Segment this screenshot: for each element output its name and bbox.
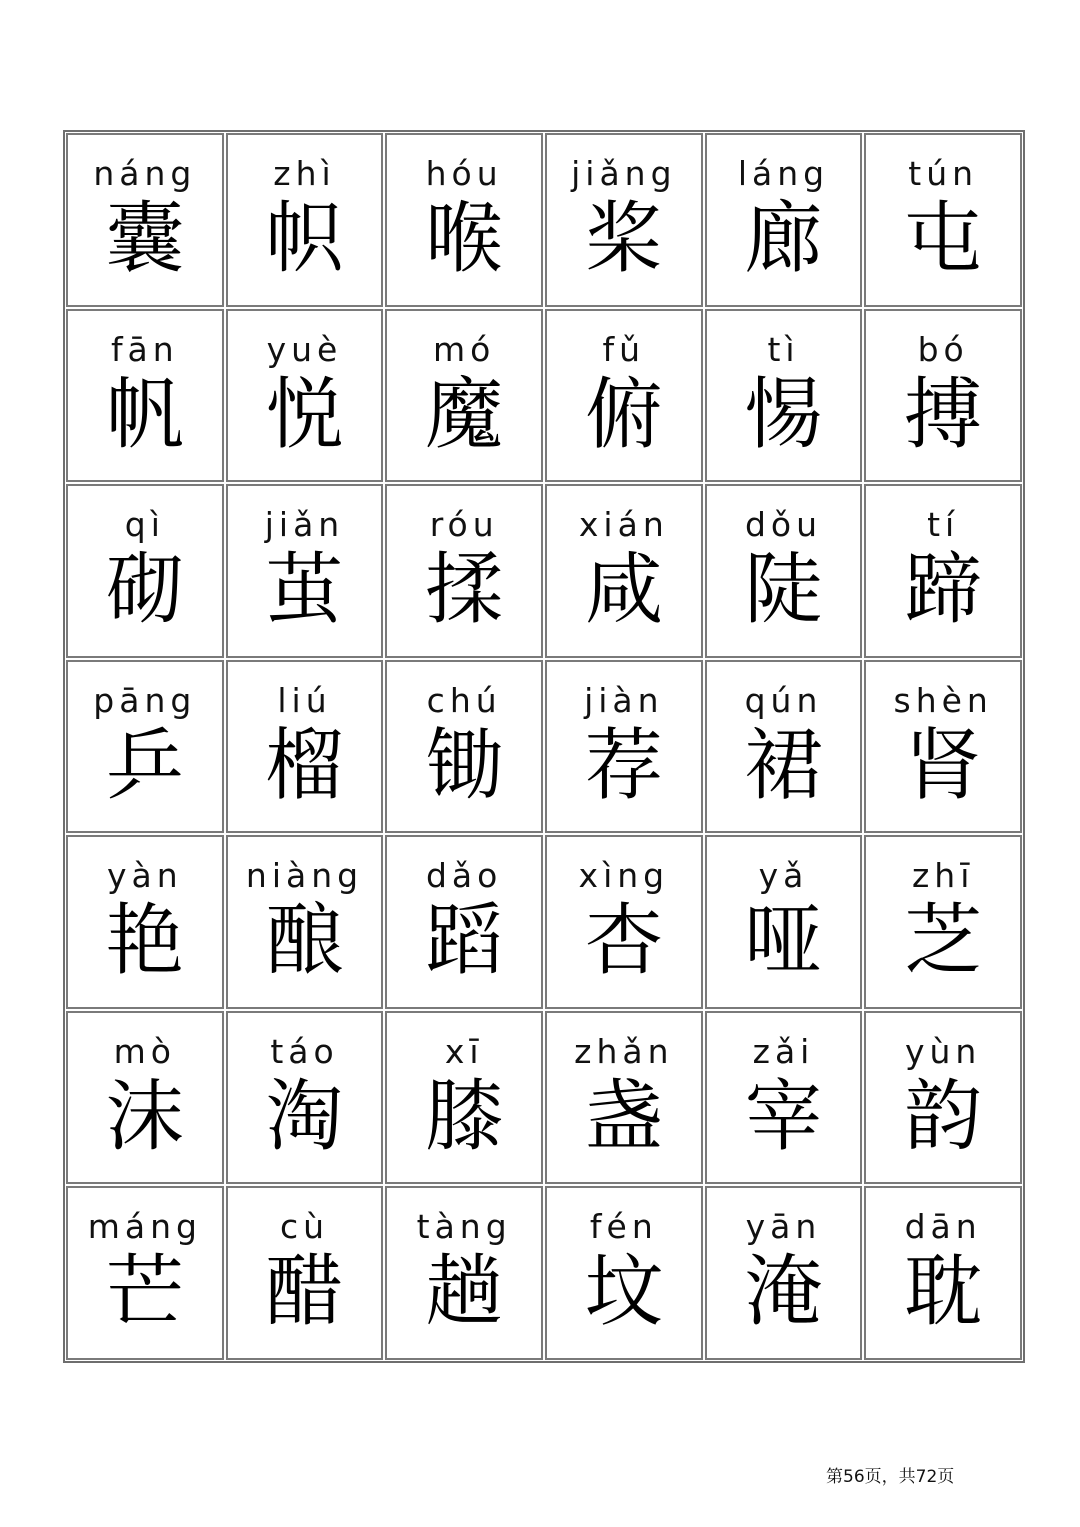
chinese-character: 淹 — [744, 1247, 823, 1338]
chinese-character: 揉 — [425, 545, 504, 636]
character-card — [864, 1186, 1022, 1360]
character-card — [705, 1011, 863, 1185]
pinyin-label: mó — [432, 329, 496, 369]
pinyin-label: tì — [767, 329, 800, 369]
character-card — [66, 660, 224, 834]
chinese-character: 杏 — [584, 896, 663, 987]
chinese-character: 喉 — [425, 194, 504, 284]
chinese-character: 魔 — [425, 369, 504, 460]
page-number: 第56页，共72页 — [826, 1467, 955, 1487]
pinyin-label: yàn — [106, 856, 183, 896]
pinyin-label: bó — [917, 329, 969, 369]
chinese-character: 韵 — [904, 1071, 983, 1162]
chinese-character: 哑 — [744, 896, 823, 987]
character-card — [864, 133, 1022, 307]
character-card — [385, 660, 543, 834]
flashcard-grid — [63, 130, 1025, 1363]
character-card — [545, 1011, 703, 1185]
chinese-character: 趟 — [425, 1247, 504, 1338]
chinese-character: 沫 — [105, 1071, 184, 1162]
character-card — [705, 133, 863, 307]
chinese-character: 裙 — [744, 720, 823, 811]
character-card — [226, 660, 384, 834]
pinyin-label: dǒu — [744, 505, 823, 545]
pinyin-label: yuè — [266, 329, 343, 369]
character-card — [864, 1011, 1022, 1185]
pinyin-label: xī — [444, 1031, 484, 1071]
pinyin-label: táo — [270, 1031, 339, 1071]
chinese-character: 淘 — [265, 1071, 344, 1162]
pinyin-label: fǔ — [602, 329, 646, 369]
pinyin-label: náng — [93, 154, 197, 193]
character-card — [705, 1186, 863, 1360]
pinyin-label: zhǎn — [574, 1031, 674, 1071]
chinese-character: 芝 — [904, 896, 983, 987]
character-card — [545, 660, 703, 834]
pinyin-label: yǎ — [758, 856, 809, 896]
character-card — [385, 835, 543, 1009]
character-card — [864, 660, 1022, 834]
chinese-character: 惕 — [744, 369, 823, 460]
chinese-character: 肾 — [904, 720, 983, 811]
chinese-character: 咸 — [584, 545, 663, 636]
chinese-character: 榴 — [265, 720, 344, 811]
character-card — [545, 133, 703, 307]
chinese-character: 膝 — [425, 1071, 504, 1162]
pinyin-label: dǎo — [425, 856, 503, 896]
pinyin-label: yùn — [904, 1031, 982, 1071]
pinyin-label: pāng — [93, 680, 197, 720]
chinese-character: 盏 — [584, 1071, 663, 1162]
pinyin-label: jiǎn — [264, 505, 345, 545]
pinyin-label: jiàn — [584, 680, 664, 720]
pinyin-label: jiǎng — [571, 154, 677, 193]
pinyin-label: yān — [745, 1207, 822, 1247]
character-card — [226, 835, 384, 1009]
character-card — [385, 133, 543, 307]
chinese-character: 锄 — [425, 720, 504, 811]
character-card — [705, 660, 863, 834]
character-card — [66, 309, 224, 483]
pinyin-label: láng — [737, 154, 830, 193]
pinyin-label: tí — [927, 505, 960, 545]
character-card — [226, 133, 384, 307]
chinese-character: 悦 — [265, 369, 344, 460]
pinyin-label: zhī — [911, 856, 975, 896]
pinyin-label: mò — [113, 1031, 176, 1071]
pinyin-label: xìng — [578, 856, 670, 896]
pinyin-label: xián — [578, 505, 669, 545]
chinese-character: 囊 — [105, 194, 184, 284]
pinyin-label: róu — [429, 505, 499, 545]
pinyin-label: cù — [279, 1207, 330, 1247]
character-card — [864, 835, 1022, 1009]
character-card — [864, 309, 1022, 483]
chinese-character: 醋 — [265, 1247, 344, 1338]
pinyin-label: máng — [87, 1207, 202, 1247]
chinese-character: 耽 — [904, 1247, 983, 1338]
character-card — [385, 1011, 543, 1185]
character-card — [66, 133, 224, 307]
chinese-character: 茧 — [265, 545, 344, 636]
pinyin-label: shèn — [893, 680, 993, 720]
chinese-character: 酿 — [265, 896, 344, 987]
chinese-character: 蹄 — [904, 545, 983, 636]
character-card — [705, 309, 863, 483]
character-card — [385, 309, 543, 483]
character-card — [545, 1186, 703, 1360]
character-card — [705, 835, 863, 1009]
chinese-character: 桨 — [584, 194, 663, 284]
pinyin-label: qún — [744, 680, 823, 720]
pinyin-label: fén — [589, 1207, 658, 1247]
chinese-character: 屯 — [904, 194, 983, 284]
pinyin-label: niàng — [245, 856, 364, 896]
character-card — [226, 309, 384, 483]
pinyin-label: liú — [277, 680, 332, 720]
character-card — [66, 1011, 224, 1185]
chinese-character: 俯 — [584, 369, 663, 460]
chinese-character: 蹈 — [425, 896, 504, 987]
chinese-character: 帜 — [265, 194, 344, 284]
character-card — [385, 484, 543, 658]
character-card — [226, 1186, 384, 1360]
character-card — [545, 484, 703, 658]
character-card — [226, 484, 384, 658]
character-card — [66, 1186, 224, 1360]
pinyin-label: dān — [904, 1207, 982, 1247]
character-card — [66, 835, 224, 1009]
character-card — [226, 1011, 384, 1185]
pinyin-label: tàng — [416, 1207, 512, 1247]
character-card — [66, 484, 224, 658]
pinyin-label: hóu — [425, 154, 503, 193]
chinese-character: 艳 — [105, 896, 184, 987]
character-card — [545, 835, 703, 1009]
chinese-character: 廊 — [744, 194, 823, 284]
chinese-character: 乒 — [105, 720, 184, 811]
pinyin-label: qì — [124, 505, 165, 545]
character-card — [385, 1186, 543, 1360]
pinyin-label: chú — [426, 680, 502, 720]
chinese-character: 芒 — [105, 1247, 184, 1338]
pinyin-label: zhì — [273, 154, 336, 193]
pinyin-label: tún — [908, 154, 979, 193]
chinese-character: 宰 — [744, 1071, 823, 1162]
chinese-character: 荐 — [584, 720, 663, 811]
character-card — [705, 484, 863, 658]
pinyin-label: fān — [110, 329, 179, 369]
pinyin-label: zǎi — [752, 1031, 815, 1071]
chinese-character: 砌 — [105, 545, 184, 636]
chinese-character: 搏 — [904, 369, 983, 460]
character-card — [864, 484, 1022, 658]
chinese-character: 坟 — [584, 1247, 663, 1338]
chinese-character: 陡 — [744, 545, 823, 636]
character-card — [545, 309, 703, 483]
chinese-character: 帆 — [105, 369, 184, 460]
